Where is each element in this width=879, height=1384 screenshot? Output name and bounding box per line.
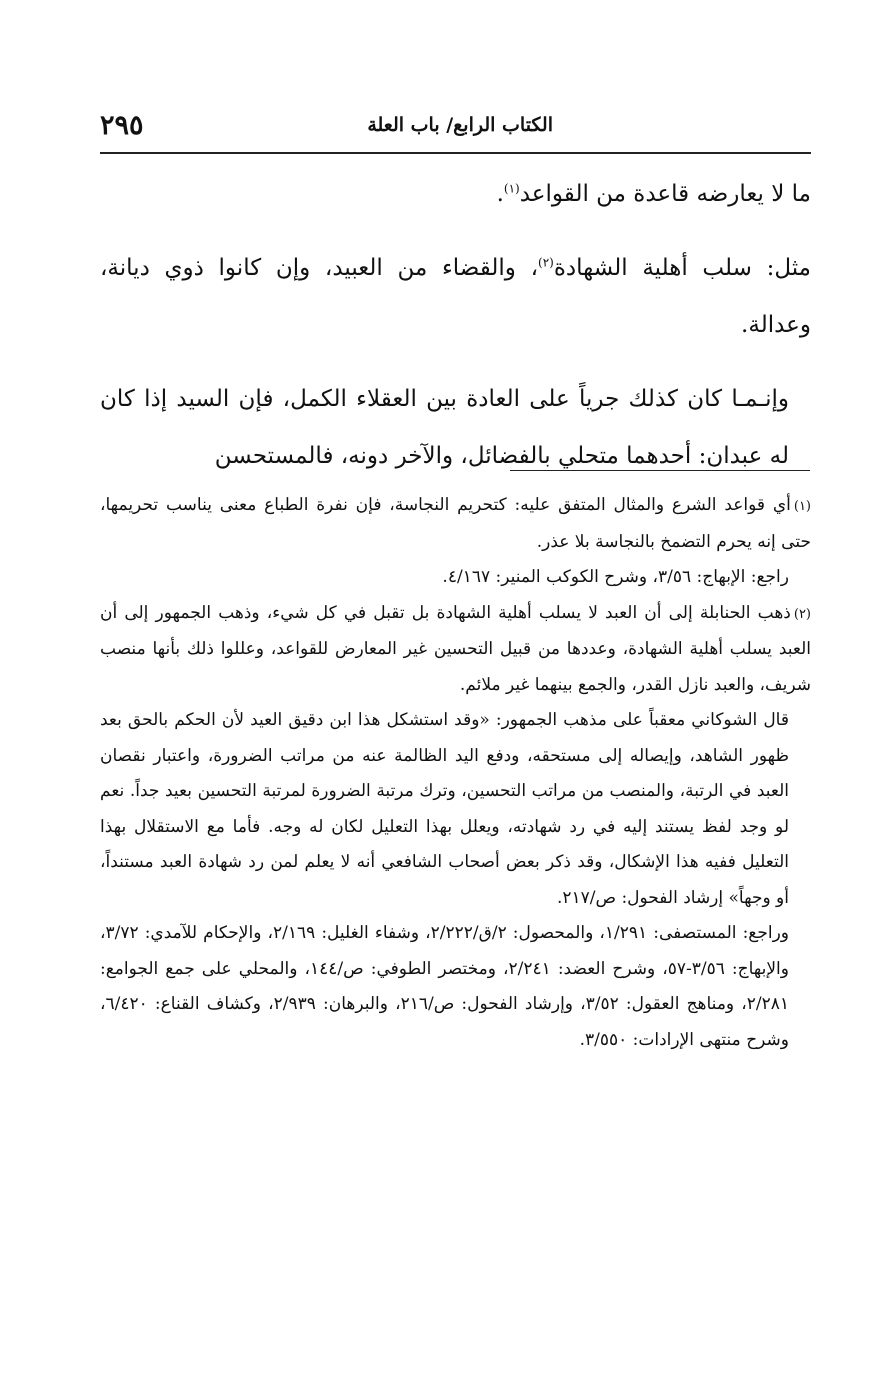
body-paragraph-3: وإنـمـا كان كذلك جرياً على العادة بين العقلاء الكمل، فإن السيد إذا كان له عبدان: أحدهما متحلي بالفضائل، والآخر دونه، فالمستحسن [100,386,789,469]
footnote-2-quote: قال الشوكاني معقباً على مذهب الجمهور: «وقد استشكل هذا ابن دقيق العيد لأن الحكم بالحق بعد ظهور الشاهد، وإيصاله إلى مستحقه، ودفع اليد الظالمة عنه من مراتب الضرورة، واعتبار نقصان العبد في الرتبة، والمنصب من مراتب التحسين، وترك مرتبة الضرورة لمرتبة التحسين بعيد جداً. نعم لو وجد لفظ يستند إليه في رد شهادته، ويعلل بهذا التعليل لكان له وجه. فأما مع الاستقلال بهذا التعليل ففيه هذا الإشكال، وقد ذكر بعض أصحاب الشافعي أنه لا يعلم لمن رد شهادة العبد مستنداً، أو وجهاً» إرشاد الفحول: ص/٢١٧. [100,710,789,908]
footnote-2-refs: وراجع: المستصفى: ١/٢٩١، والمحصول: ٢/ق/٢/٢٢٢، وشفاء الغليل: ٢/١٦٩، والإحكام للآمدي: ٣/٧٢، والإبهاج: ٣/٥٦-٥٧، وشرح العضد: ٢/٢٤١، ومختصر الطوفي: ص/١٤٤، والمحلي على جمع الجوامع: ٢/٢٨١، ومناهج العقول: ٣/٥٢، وإرشاد الفحول: ص/٢١٦، والبرهان: ٢/٩٣٩، وكشاف القناع: ٦/٤٢٠، وشرح منتهى الإرادات: ٣/٥٥٠. [100,923,790,1050]
footnote-2-number: (٢) [793,606,811,622]
main-text [100,166,811,485]
footnote-ref-1: (١) [503,181,520,196]
body-paragraph-2: مثل: سلب أهلية الشهادة$^{(٢)}$، والقضاء من العبيد، وإن كانوا ذوي ديانة، وعدالة. [100,255,811,338]
footnote-1-number: (١) [793,499,811,514]
page-header [100,110,811,150]
footnote-1: (١)أي قواعد الشرع والمثال المتفق عليه: كتحريم النجاسة، فإن نفرة الطباع معنى يناسب تحريمها، حتى إنه يحرم التضمخ بالنجاسة بلا عذر. [100,495,811,552]
footnote-divider [510,470,810,471]
footnote-2: (٢)ذهب الحنابلة إلى أن العبد لا يسلب أهلية الشهادة بل تقبل في كل شيء، وذهب الجمهور إلى أن العبد يسلب أهلية الشهادة، وعددها من قبيل التحسين غير المعارض للقواعد، وعللوا ذلك بأنها منصب شريف، والعبد نازل القدر، والجمع بينهما غير ملائم. [100,602,811,695]
footnote-ref-2: (٢) [538,255,554,270]
running-title: الكتاب الرابع/ باب العلة [367,114,553,136]
header-divider [100,152,811,154]
footnotes [100,488,811,1058]
footnote-1-refs: راجع: الإبهاج: ٣/٥٦، وشرح الكوكب المنير: ٤/١٦٧. [442,567,789,587]
body-line-1: ما لا يعارضه قاعدة من القواعد$^{(١)}$. [496,181,811,207]
page-number: ٢٩٥ [100,110,144,141]
